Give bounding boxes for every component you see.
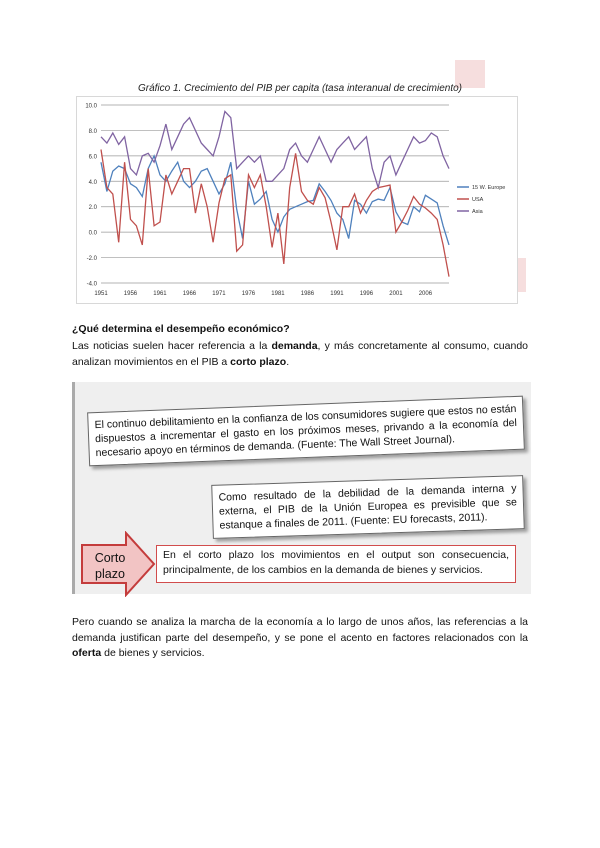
- legend-label: 15 W. Europe: [472, 185, 506, 191]
- quote-eu-forecasts: Como resultado de la debilidad de la demanda interna y externa, el PIB de la Unión Europea es previsible que se estanque a finales de 2011. (Fuente: EU forecasts, 2011).: [211, 475, 525, 539]
- x-tick-label: 1991: [330, 291, 344, 297]
- paragraph-demand: [72, 339, 528, 370]
- x-tick-label: 1996: [359, 291, 374, 297]
- x-tick-label: 1986: [300, 291, 315, 297]
- short-run-definition: En el corto plazo los movimientos en el output son consecuencia, principalmente, de los cambios en la demanda de bienes y servicios.: [156, 545, 516, 583]
- section-heading: ¿Qué determina el desempeño económico?: [72, 323, 290, 335]
- y-tick-label: -4.0: [86, 281, 97, 288]
- y-tick-label: -2.0: [86, 256, 97, 263]
- y-tick-label: 6.0: [88, 154, 97, 161]
- x-tick-label: 1956: [123, 291, 138, 297]
- x-tick-label: 1971: [212, 291, 226, 297]
- legend-label: USA: [472, 197, 484, 203]
- chart-svg: [77, 97, 517, 303]
- y-tick-label: 0.0: [88, 230, 97, 237]
- y-tick-label: 8.0: [88, 128, 97, 135]
- arrow-label: Corto plazo: [94, 551, 126, 581]
- x-tick-label: 2001: [389, 291, 403, 297]
- y-tick-label: 2.0: [88, 205, 97, 212]
- x-tick-label: 1981: [271, 291, 285, 297]
- para1-bold-demanda: demanda: [271, 340, 318, 352]
- para1-text: .: [286, 355, 290, 368]
- y-tick-label: 4.0: [88, 179, 97, 186]
- x-tick-label: 1961: [153, 291, 167, 297]
- gdp-growth-chart: [76, 96, 518, 304]
- para2-text: Pero cuando se analiza la marcha de la economía a lo largo de unos años, las referencias a la demanda justifican parte del desempeño, y se pone el acento en factores relacionados con la: [72, 616, 528, 644]
- chart-title: Gráfico 1. Crecimiento del PIB per capita (tasa interanual de crecimiento): [137, 83, 463, 94]
- para2-text: de bienes y servicios.: [101, 647, 205, 659]
- para1-text: , y más concretamente al consumo, cuando analizan movimientos en el PIB a: [72, 340, 528, 368]
- para1-bold-corto-plazo: corto plazo: [230, 355, 287, 368]
- x-tick-label: 1976: [241, 291, 256, 297]
- quote-wsj: El continuo debilitamiento en la confianza de los consumidores sugiere que estos no están dispuestos a incrementar el gasto en los próximos meses, privando a la economía del necesario apoyo en términos de demanda. (Fuente: The Wall Street Journal).: [87, 396, 525, 467]
- y-tick-label: 10.0: [85, 103, 97, 110]
- x-tick-label: 2006: [418, 291, 433, 297]
- para1-text: Las noticias suelen hacer referencia a la: [72, 340, 272, 352]
- paragraph-supply: [72, 615, 528, 662]
- series-line-asia: [101, 111, 449, 187]
- para2-bold-oferta: oferta: [72, 647, 102, 659]
- legend-label: Asia: [472, 209, 483, 215]
- x-tick-label: 1951: [94, 291, 108, 297]
- x-tick-label: 1966: [182, 291, 197, 297]
